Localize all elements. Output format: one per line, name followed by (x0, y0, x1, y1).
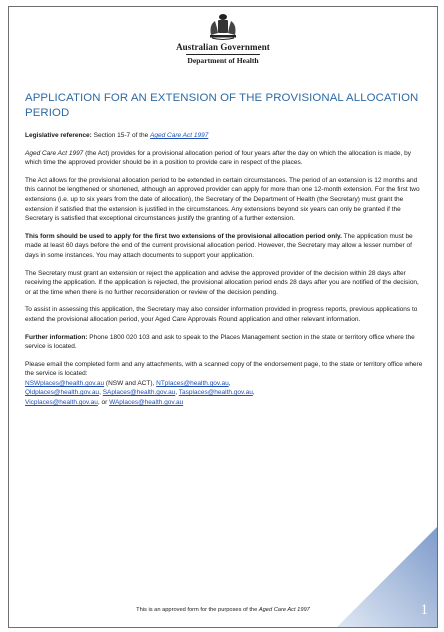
paragraph-further-info: Further information: Phone 1800 020 103 and ask to speak to the Places Management section in the state or territory office where the service is located. (25, 333, 415, 351)
page-number: 1 (420, 602, 428, 618)
form-usage-notice: This form should be used to apply for the first two extensions of the provisional allocation period only. (25, 232, 342, 240)
paragraph-assessment: To assist in assessing this application, the Secretary may also consider information provided in progress reports, previous applications to extend the provisional allocation period, your Aged Care Approvals Round application and other relevant information. (25, 306, 418, 323)
paragraph-form-usage: This form should be used to apply for the first two extensions of the provisional allocation period only. The application must be made at least 60 days before the end of the current provisional allocation period. However, the Secretary may allow a lesser number of days in some instances. You may attach documents to support your application. (25, 232, 413, 259)
aged-care-act-link[interactable]: Aged Care Act 1997 (150, 132, 209, 139)
paragraph-decision: The Secretary must grant an extension or reject the application and advise the approved provider of the decision within 28 days after receiving the application. If the application is rejected, the provisional allocation period ends 28 days after you are notified of the decision, or at the time when there is no further reconsideration or review of the decision pending. (25, 269, 419, 296)
document-page (8, 6, 438, 628)
document-body (25, 91, 425, 416)
legislative-label: Legislative reference: (25, 132, 92, 139)
email-link-qld[interactable]: Qldplaces@health.gov.au (25, 389, 100, 397)
legislative-text: Section 15-7 of the (91, 132, 151, 139)
paragraph-extension-rules: The Act allows for the provisional allocation period to be extended in certain circumstances. The period of an extension is 12 months and this cannot be lengthened or shortened, although an approved provider can apply for more than one 12-month extension. For the first two extensions (i.e. up to six years from the date of allocation), the Secretary of the Department of Health (the Secretary) must grant the extension if satisfied that the extension is justified in the circumstances. Any extensions beyond six years can only be granted if the Secretary is satisfied that exceptional circumstances justify the granting of a further extension. (25, 176, 420, 223)
government-logo (9, 11, 437, 65)
footer-act-name: Aged Care Act 1997 (258, 607, 310, 613)
header-divider (186, 54, 260, 55)
department-name: Department of Health (187, 56, 259, 65)
email-link-nsw[interactable]: NSWplaces@health.gov.au (25, 379, 105, 387)
act-name: Aged Care Act 1997 (25, 149, 84, 157)
email-link-sa[interactable]: SAplaces@health.gov.au (102, 389, 176, 397)
document-title: APPLICATION FOR AN EXTENSION OF THE PROVISIONAL ALLOCATION PERIOD (25, 92, 419, 119)
email-link-vic[interactable]: Vicplaces@health.gov.au (25, 399, 98, 407)
email-link-nt[interactable]: NTplaces@health.gov.au (156, 379, 229, 387)
email-link-wa[interactable]: WAplaces@health.gov.au (109, 399, 184, 407)
further-info-label: Further information: (25, 333, 88, 341)
email-link-tas[interactable]: Tasplaces@health.gov.au (178, 389, 253, 397)
page-footer: This is an approved form for the purposes of the Aged Care Act 1997 (136, 607, 310, 613)
paragraph-act-overview: Aged Care Act 1997 (the Act) provides for a provisional allocation period of four years after the day on which the allocation is made, by which time the approved provider should be in a position to provide care in respect of the places. (25, 149, 412, 167)
coat-of-arms-icon (205, 11, 241, 41)
legislative-reference (25, 131, 425, 141)
government-name: Australian Government (176, 42, 270, 52)
paragraph-email-contacts: Please email the completed form and any attachments, with a scanned copy of the endorsement page, to the state or territory office where the service is located: NSWplaces@health.gov.au (NSW and ACT), NTplaces@health.gov.au, Qldplaces@health.gov.au, SAplaces@health.gov.au, Tasplaces@health.gov.au, Vicplaces@health.gov.au, or WAplaces@health.gov.au (25, 360, 423, 407)
